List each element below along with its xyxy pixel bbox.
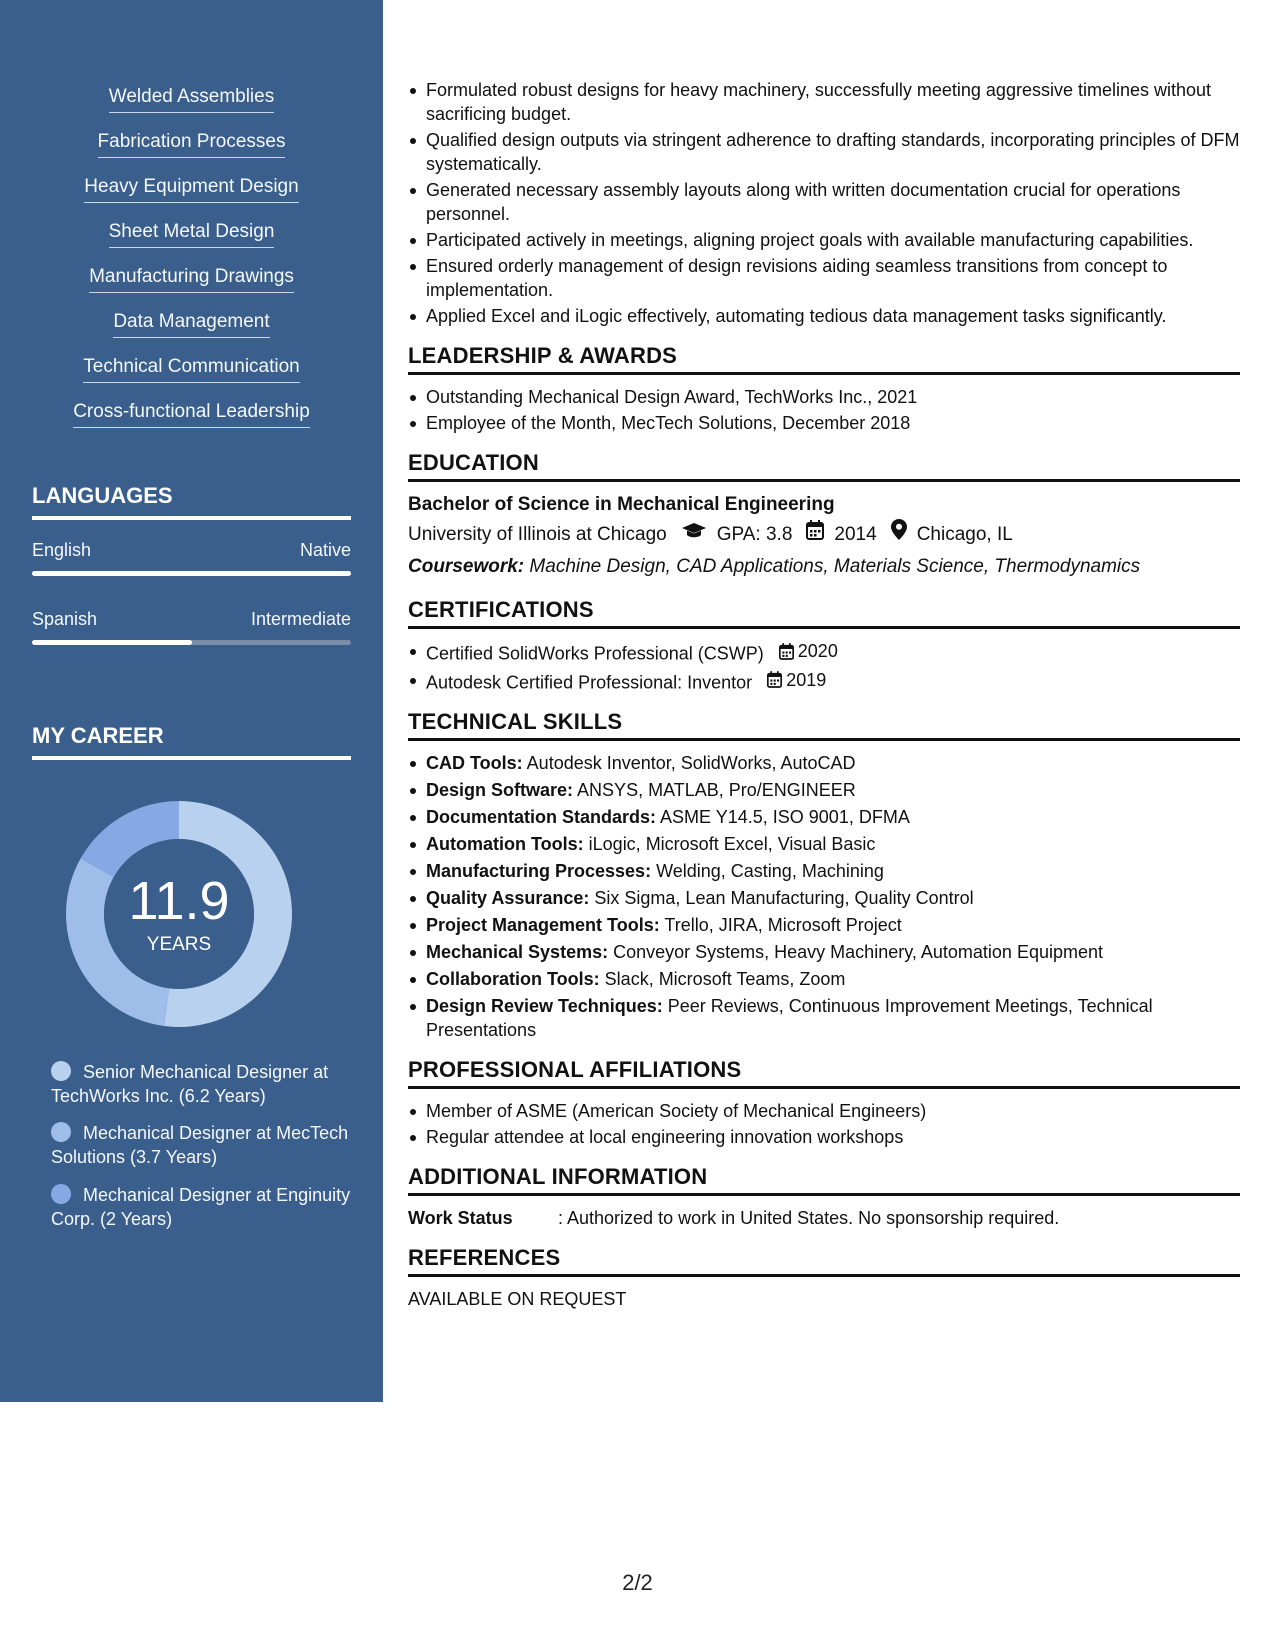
- references-text: AVAILABLE ON REQUEST: [408, 1289, 627, 1309]
- language-name: English: [32, 540, 92, 560]
- skill-tags: [0, 84, 383, 444]
- certification-year: 2020: [779, 639, 838, 663]
- work-status-value: : Authorized to work in United States. No sponsorship required.: [558, 1208, 1060, 1228]
- section-title: REFERENCES: [408, 1244, 1240, 1277]
- experience-bullet: Qualified design outputs via stringent adherence to drafting standards, incorporating principles of DFM systematically.: [408, 128, 1240, 176]
- section-title: PROFESSIONAL AFFILIATIONS: [408, 1056, 1240, 1089]
- language-level: Intermediate: [250, 609, 351, 629]
- career-item: Mechanical Designer at MecTech Solutions (3.7 Years): [51, 1123, 349, 1167]
- skill-tag: Technical Communication: [0, 354, 383, 399]
- degree: Bachelor of Science in Mechanical Engineering: [408, 494, 835, 515]
- gpa: GPA: 3.8: [716, 524, 793, 545]
- section-title: CERTIFICATIONS: [408, 596, 1240, 629]
- main-content: [408, 78, 1240, 1311]
- skill-tag: Welded Assemblies: [0, 84, 383, 129]
- experience-bullet: Applied Excel and iLogic effectively, automating tedious data management tasks significantly.: [408, 304, 1240, 328]
- skill-item: Manufacturing Processes: Welding, Casting, Machining: [408, 859, 1240, 883]
- skill-item: Project Management Tools: Trello, JIRA, Microsoft Project: [408, 913, 1240, 937]
- graduation-year: 2014: [834, 524, 877, 545]
- coursework: [408, 552, 1240, 582]
- certification-year: 2019: [767, 668, 826, 692]
- school-location: Chicago, IL: [916, 524, 1013, 545]
- award-item: Outstanding Mechanical Design Award, TechWorks Inc., 2021: [408, 385, 1240, 409]
- affiliation-item: Member of ASME (American Society of Mechanical Engineers): [408, 1099, 1240, 1123]
- career-legend-dot: [51, 1184, 71, 1204]
- section-title: TECHNICAL SKILLS: [408, 708, 1240, 741]
- languages-heading: LANGUAGES: [32, 482, 351, 520]
- calendar-icon: [779, 643, 794, 660]
- affiliation-item: Regular attendee at local engineering innovation workshops: [408, 1125, 1240, 1149]
- skill-item: CAD Tools: Autodesk Inventor, SolidWorks, AutoCAD: [408, 751, 1240, 775]
- section-title: LEADERSHIP & AWARDS: [408, 342, 1240, 375]
- certifications-section: [408, 596, 1240, 694]
- skill-item: Automation Tools: iLogic, Microsoft Excel, Visual Basic: [408, 832, 1240, 856]
- affiliations-section: [408, 1056, 1240, 1149]
- career-item: Senior Mechanical Designer at TechWorks Inc. (6.2 Years): [51, 1062, 329, 1106]
- language-proficiency-bar: [32, 640, 351, 645]
- experience-bullet: Formulated robust designs for heavy machinery, successfully meeting aggressive timelines without sacrificing budget.: [408, 78, 1240, 126]
- skill-item: Design Review Techniques: Peer Reviews, Continuous Improvement Meetings, Technical Presentations: [408, 994, 1240, 1042]
- language-row: [32, 607, 351, 631]
- section-title: EDUCATION: [408, 449, 1240, 482]
- references-section: [408, 1244, 1240, 1311]
- certification-item: Autodesk Certified Professional: Inventor 2019: [408, 668, 1240, 695]
- location-pin-icon: [891, 518, 907, 552]
- additional-info-section: [408, 1163, 1240, 1230]
- calendar-icon: [806, 518, 824, 552]
- school-name: University of Illinois at Chicago: [408, 524, 667, 545]
- language-level: Native: [299, 540, 351, 560]
- work-status-label: Work Status: [408, 1208, 513, 1228]
- skill-tag: Sheet Metal Design: [0, 219, 383, 264]
- career-legend-dot: [51, 1122, 71, 1142]
- award-item: Employee of the Month, MecTech Solutions, December 2018: [408, 411, 1240, 435]
- work-status-row: [408, 1206, 1240, 1230]
- graduation-cap-icon: [681, 518, 707, 552]
- skill-item: Design Software: ANSYS, MATLAB, Pro/ENGINEER: [408, 778, 1240, 802]
- skill-tag: Heavy Equipment Design: [0, 174, 383, 219]
- experience-bullet: Ensured orderly management of design revisions aiding seamless transitions from concept to implementation.: [408, 254, 1240, 302]
- experience-bullet: Participated actively in meetings, aligning project goals with available manufacturing capabilities.: [408, 228, 1240, 252]
- leadership-section: [408, 342, 1240, 435]
- career-total-unit: YEARS: [146, 934, 212, 955]
- calendar-icon: [767, 671, 782, 688]
- career-legend-dot: [51, 1061, 71, 1081]
- skill-tag: Fabrication Processes: [0, 129, 383, 174]
- experience-bullets: [408, 78, 1240, 328]
- skill-item: Quality Assurance: Six Sigma, Lean Manufacturing, Quality Control: [408, 886, 1240, 910]
- coursework-label: Coursework:: [408, 556, 525, 577]
- skill-tag: Manufacturing Drawings: [0, 264, 383, 309]
- language-name: Spanish: [32, 609, 98, 629]
- language-proficiency-bar: [32, 571, 351, 576]
- skill-tag: Data Management: [0, 309, 383, 354]
- career-item: Mechanical Designer at Enginuity Corp. (2 Years): [51, 1185, 351, 1229]
- education-section: [408, 449, 1240, 582]
- certification-item: Certified SolidWorks Professional (CSWP) 2020: [408, 639, 1240, 666]
- language-proficiency-fill: [32, 640, 192, 645]
- education-meta: [408, 518, 1240, 552]
- page-number: 2/2: [622, 1570, 653, 1595]
- skill-item: Collaboration Tools: Slack, Microsoft Teams, Zoom: [408, 967, 1240, 991]
- coursework-value: Machine Design, CAD Applications, Materials Science, Thermodynamics: [529, 556, 1141, 577]
- language-proficiency-fill: [32, 571, 351, 576]
- skill-item: Mechanical Systems: Conveyor Systems, Heavy Machinery, Automation Equipment: [408, 940, 1240, 964]
- career-total-years: 11.9: [128, 871, 230, 931]
- technical-skills-section: [408, 708, 1240, 1042]
- experience-bullet: Generated necessary assembly layouts along with written documentation crucial for operations personnel.: [408, 178, 1240, 226]
- career-heading: MY CAREER: [32, 722, 351, 760]
- skill-tag: Cross-functional Leadership: [0, 399, 383, 444]
- language-row: [32, 538, 351, 562]
- skill-item: Documentation Standards: ASME Y14.5, ISO 9001, DFMA: [408, 805, 1240, 829]
- sidebar: [0, 0, 383, 1402]
- career-donut-chart: [66, 801, 292, 1027]
- section-title: ADDITIONAL INFORMATION: [408, 1163, 1240, 1196]
